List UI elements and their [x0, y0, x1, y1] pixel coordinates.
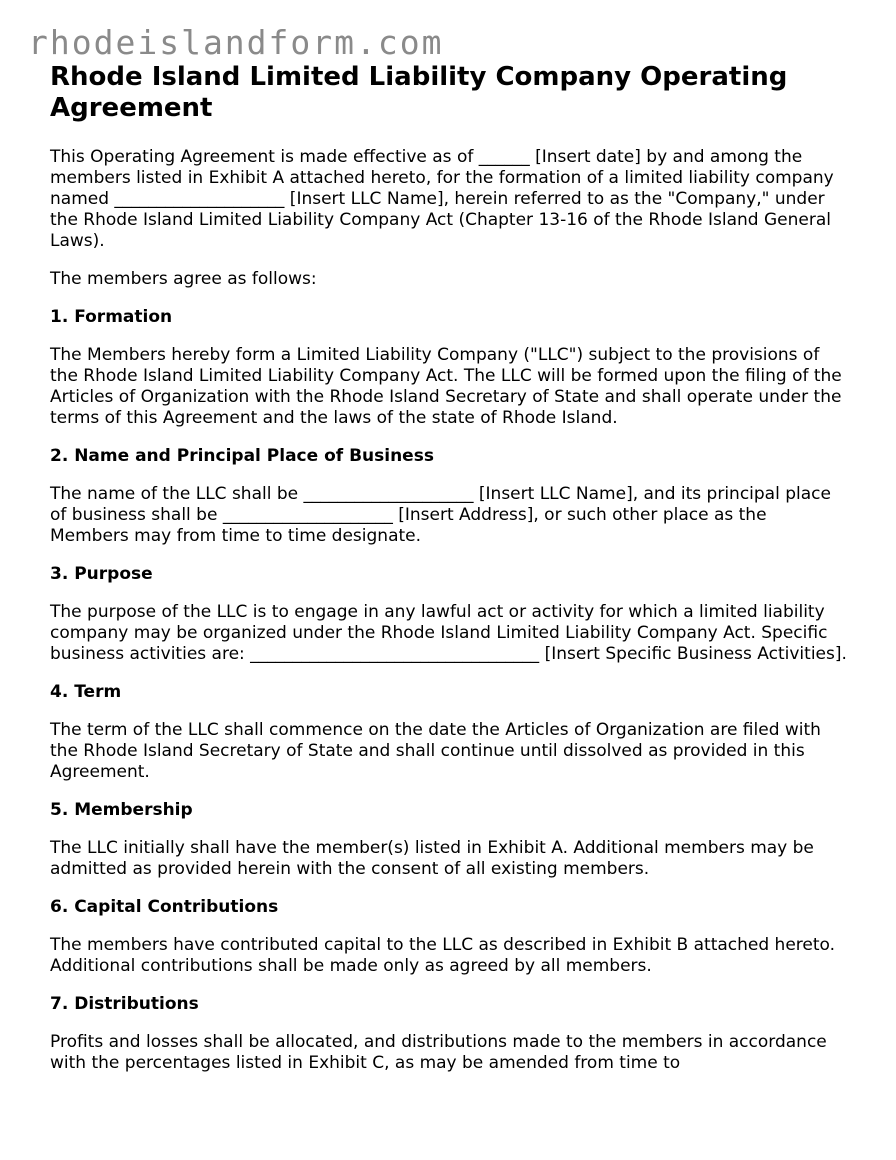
- section-heading: 5. Membership: [50, 800, 193, 820]
- agree-line: The members agree as follows:: [50, 269, 317, 289]
- section-heading: 7. Distributions: [50, 994, 199, 1014]
- section-membership: [50, 800, 850, 880]
- document-page: [50, 62, 850, 1074]
- section-heading: 3. Purpose: [50, 564, 153, 584]
- section-body: The LLC initially shall have the member(s) listed in Exhibit A. Additional members may be admitted as provided herein with the consent of all existing members.: [50, 838, 814, 879]
- section-body: Profits and losses shall be allocated, and distributions made to the members in accordance with the percentages listed in Exhibit C, as may be amended from time to: [50, 1032, 827, 1073]
- section-term: [50, 682, 850, 783]
- section-distributions: [50, 994, 850, 1074]
- section-body: The members have contributed capital to the LLC as described in Exhibit B attached hereto. Additional contributions shall be made only as agreed by all members.: [50, 935, 836, 976]
- section-heading: 2. Name and Principal Place of Business: [50, 446, 434, 466]
- section-name-principal-place: [50, 446, 850, 547]
- section-body: The name of the LLC shall be ____________________ [Insert LLC Name], and its principal place of business shall be ____________________ [Insert Address], or such other place as the Members may from time to time designate.: [50, 484, 831, 546]
- document-title: Rhode Island Limited Liability Company Operating Agreement: [50, 62, 788, 123]
- section-body: The purpose of the LLC is to engage in any lawful act or activity for which a limited liability company may be organized under the Rhode Island Limited Liability Company Act. Specific business activities are: __________________________________ [Insert Specific Business Activities].: [50, 602, 847, 664]
- section-heading: 1. Formation: [50, 307, 173, 327]
- section-heading: 4. Term: [50, 682, 122, 702]
- section-purpose: [50, 564, 850, 665]
- section-body: The Members hereby form a Limited Liability Company ("LLC") subject to the provisions of the Rhode Island Limited Liability Company Act. The LLC will be formed upon the filing of the Articles of Organization with the Rhode Island Secretary of State and shall operate under the terms of this Agreement and the laws of the state of Rhode Island.: [50, 345, 842, 428]
- site-watermark: rhodeislandform.com: [28, 23, 444, 62]
- section-body: The term of the LLC shall commence on the date the Articles of Organization are filed with the Rhode Island Secretary of State and shall continue until dissolved as provided in this Agreement.: [50, 720, 821, 782]
- section-heading: 6. Capital Contributions: [50, 897, 279, 917]
- section-formation: [50, 307, 850, 429]
- section-capital-contributions: [50, 897, 850, 977]
- intro-paragraph: This Operating Agreement is made effective as of ______ [Insert date] by and among the members listed in Exhibit A attached hereto, for the formation of a limited liability company named ____________________ [Insert LLC Name], herein referred to as the "Company," under the Rhode Island Limited Liability Company Act (Chapter 13-16 of the Rhode Island General Laws).: [50, 147, 834, 251]
